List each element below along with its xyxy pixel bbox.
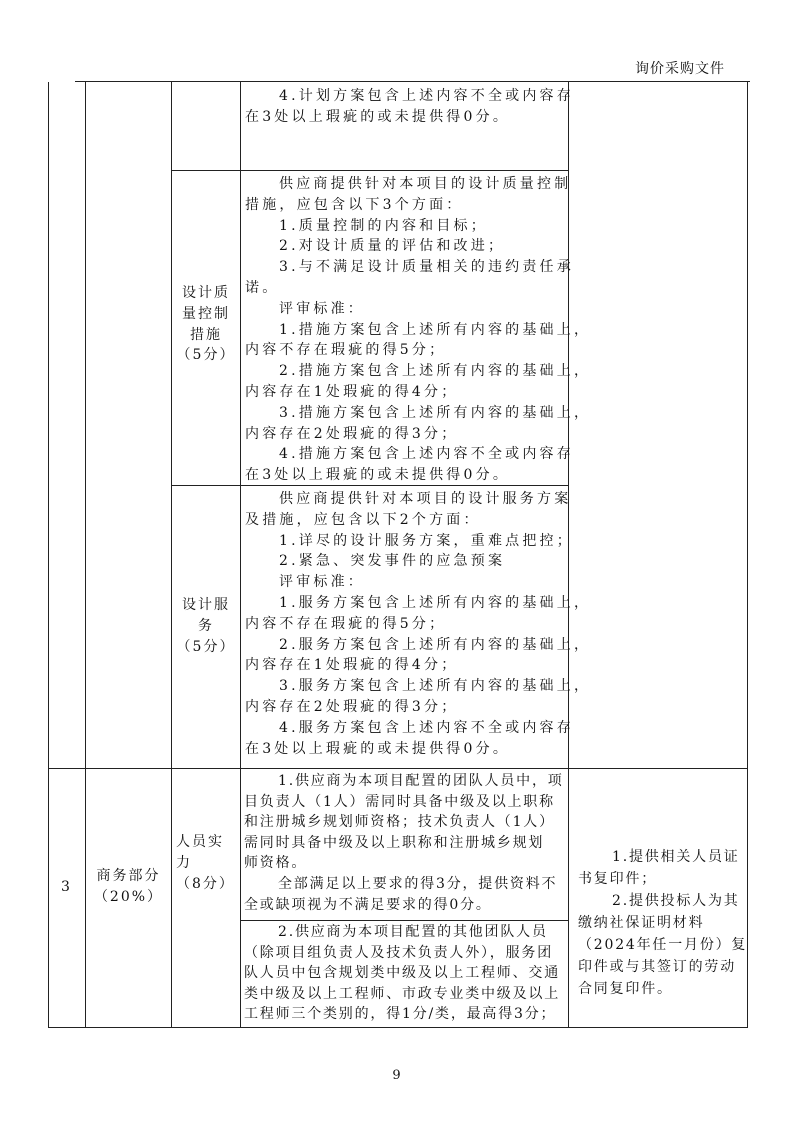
text-line: 供应商提供针对本项目的设计服务方案: [279, 491, 572, 507]
text-line: 力: [176, 854, 192, 871]
text-line: 缴纳社保证明材料: [578, 915, 705, 931]
text-line: 4.计划方案包含上述内容不全或内容存: [279, 88, 574, 104]
text-line: 1.服务方案包含上述所有内容的基础上，: [279, 594, 592, 611]
table-border-bottom: [48, 1027, 748, 1028]
text-line: 3.服务方案包含上述所有内容的基础上，: [279, 678, 592, 695]
text-line: （5分）: [176, 638, 236, 655]
text-line: 在3处以上瑕疵的或未提供得0分。: [245, 740, 511, 757]
text-line: 内容存在1处瑕疵的得4分；: [245, 657, 459, 674]
row-number: 3: [61, 879, 72, 895]
text-line: 师资格。: [244, 855, 308, 872]
text-line: 评审标准：: [279, 300, 365, 317]
design-service-label: [172, 595, 240, 657]
text-line: 3.与不满足设计质量相关的违约责任承: [279, 259, 574, 276]
evidence-requirements: [578, 846, 747, 1000]
text-line: （8分）: [176, 875, 235, 892]
text-line: 商务部分: [96, 868, 161, 884]
text-line: 措施: [190, 326, 222, 343]
text-line: 评审标准：: [279, 574, 365, 591]
text-line: （20%）: [93, 888, 164, 905]
text-line: 2.对设计质量的评估和改进；: [279, 238, 506, 255]
text-line: 人员实: [176, 834, 224, 850]
text-line: 类中级及以上工程师、市政专业类中级及以上: [244, 985, 560, 1002]
business-category-label: [86, 866, 171, 908]
text-line: 1.措施方案包含上述所有内容的基础上，: [279, 321, 592, 338]
quality-control-label: [172, 283, 240, 366]
text-line: 1.详尽的设计服务方案，重难点把控；: [279, 532, 574, 549]
column-divider: [171, 82, 172, 1028]
text-line: （2024年任一月份）复: [578, 937, 748, 953]
text-line: 供应商提供针对本项目的设计质量控制: [279, 176, 572, 192]
text-line: 在3处以上瑕疵的或未提供得0分。: [245, 108, 511, 125]
page-number: 9: [392, 1068, 401, 1083]
text-line: 1.质量控制的内容和目标；: [279, 217, 488, 234]
quality-control-criteria: [245, 174, 591, 486]
text-line: 务: [198, 617, 214, 634]
text-line: 合同复印件。: [578, 981, 673, 997]
text-line: 量控制: [182, 305, 230, 322]
text-line: 内容存在2处瑕疵的得3分；: [245, 698, 459, 715]
text-line: 书复印件；: [578, 871, 657, 887]
text-line: 需同时具备中级及以上职称和注册城乡规划: [244, 834, 545, 851]
text-line: 印件或与其签订的劳动: [578, 959, 736, 975]
text-line: 2.提供投标人为其: [612, 893, 740, 909]
text-line: 内容存在1处瑕疵的得4分；: [245, 383, 459, 400]
text-line: 4.措施方案包含上述内容不全或内容存: [279, 446, 574, 463]
personnel-label: [176, 832, 235, 894]
text-line: 1.提供相关人员证: [612, 849, 740, 865]
text-line: （5分）: [176, 347, 236, 364]
text-line: 全部满足以上要求的得3分，提供资料不: [278, 875, 558, 892]
document-header-title: 询价采购文件: [635, 61, 725, 77]
text-line: 3.措施方案包含上述所有内容的基础上，: [279, 404, 592, 421]
text-line: 内容存在2处瑕疵的得3分；: [245, 425, 459, 442]
row-divider: [171, 170, 568, 171]
text-line: 2.供应商为本项目配置的其他团队人员: [278, 924, 548, 940]
design-service-criteria: [245, 489, 591, 759]
text-line: 2.措施方案包含上述所有内容的基础上，: [279, 363, 592, 380]
text-line: 诺。: [245, 279, 280, 296]
text-line: 4.服务方案包含上述内容不全或内容存: [279, 719, 574, 736]
text-line: 在3处以上瑕疵的或未提供得0分。: [245, 467, 511, 484]
personnel-criteria-2: [244, 922, 560, 1025]
personnel-criteria-1: [244, 771, 564, 915]
text-line: 全或缺项视为不满足要求的得0分。: [244, 896, 492, 913]
row-divider: [48, 768, 748, 769]
text-line: 1.供应商为本项目配置的团队人员中，项: [278, 773, 564, 789]
text-line: 目负责人（1人）需同时具备中级及以上职称: [244, 793, 555, 810]
text-line: 队人员中包含规划类中级及以上工程师、交通: [244, 965, 560, 982]
row-divider: [240, 920, 568, 921]
text-line: 工程师三个类别的，得1分/类，最高得3分；: [244, 1006, 557, 1023]
text-line: 措施，应包含以下3个方面：: [245, 196, 464, 213]
text-line: 内容不存在瑕疵的得5分；: [245, 342, 447, 359]
text-line: 内容不存在瑕疵的得5分；: [245, 615, 447, 632]
text-line: 设计质: [182, 285, 230, 301]
text-line: 及措施，应包含以下2个方面：: [245, 511, 481, 528]
header-rule: [75, 81, 750, 82]
text-line: 设计服: [182, 597, 230, 613]
column-divider: [240, 82, 241, 1028]
text-line: （除项目组负责人及技术负责人外），服务团: [244, 944, 553, 961]
text-line: 2.服务方案包含上述所有内容的基础上，: [279, 636, 592, 653]
text-line: 和注册城乡规划师资格；技术负责人（1人）: [244, 814, 555, 831]
text-line: 2.紧急、突发事件的应急预案: [279, 553, 506, 570]
plan-criteria-cell: [245, 86, 574, 128]
